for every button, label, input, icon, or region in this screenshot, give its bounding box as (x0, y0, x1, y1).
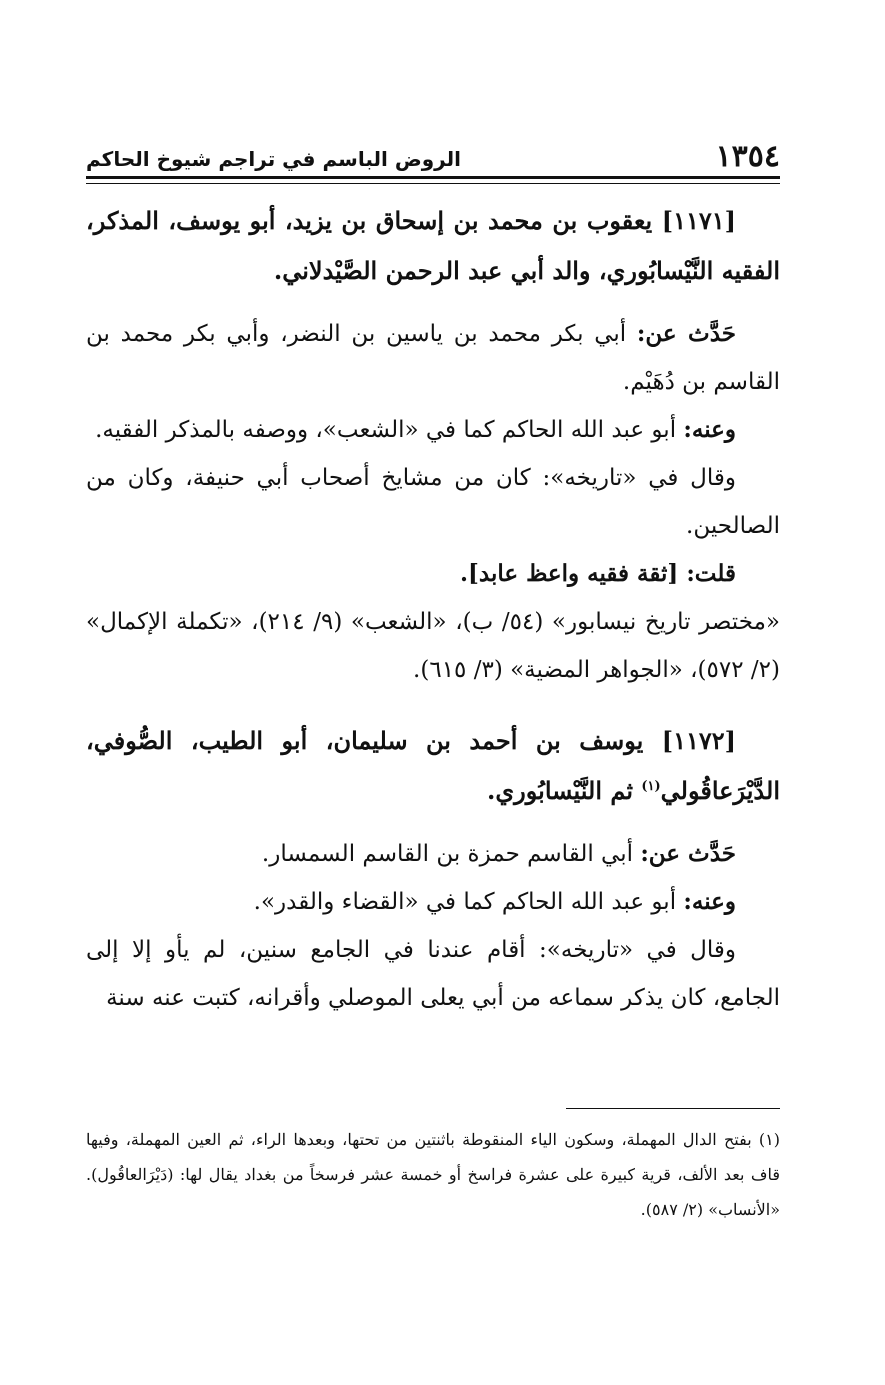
entry-1172-heading-part2: ثم النَّيْسابُوري. (487, 776, 642, 805)
header-rule-thin (86, 183, 780, 184)
footnotes (86, 1122, 780, 1227)
haddatha-label: حَدَّث عن: (640, 840, 736, 867)
running-title: الروض الباسم في تراجم شيوخ الحاكم (86, 147, 461, 171)
anhu-text: أبو عبد الله الحاكم كما في «القضاء والقدر». (253, 889, 684, 915)
haddatha-text: أبي بكر محمد بن ياسين بن النضر، وأبي بكر محمد بن القاسم بن دُهَيْم. (86, 321, 780, 395)
entry-1172-haddatha (86, 830, 780, 878)
footnote-ref[interactable]: (١) (641, 779, 661, 794)
page-header (86, 140, 780, 174)
entry-1172-heading (86, 716, 780, 816)
anhu-text: أبو عبد الله الحاكم كما في «الشعب»، ووصفه بالمذكر الفقيه. (95, 417, 684, 443)
entry-1171-anhu (86, 406, 780, 454)
entry-1171-sources: «مختصر تاريخ نيسابور» (٥٤/ ب)، «الشعب» (٩/ ٢١٤)، «تكملة الإكمال» (٢/ ٥٧٢)، «الجواهر المضية» (٣/ ٦١٥). (86, 609, 780, 683)
haddatha-text: أبي القاسم حمزة بن القاسم السمسار. (261, 841, 641, 867)
qultu-label: قلت: (686, 560, 736, 587)
main-text (86, 196, 780, 1022)
entry-1171-qala: وقال في «تاريخه»: كان من مشايخ أصحاب أبي حنيفة، وكان من الصالحين. (86, 465, 780, 539)
entry-1172-anhu (86, 878, 780, 926)
header-rule-thick (86, 176, 780, 179)
entry-1171-haddatha (86, 310, 780, 406)
anhu-label: وعنه: (683, 888, 736, 915)
entry-1172-qala: وقال في «تاريخه»: أقام عندنا في الجامع سنين، لم يأو إلا إلى الجامع، كان يذكر سماعه من أبي يعلى الموصلي وأقرانه، كتبت عنه سنة (86, 937, 780, 1011)
qultu-text: [ثقة فقيه واعظ عابد]. (459, 560, 687, 587)
entry-1171-heading: [١١٧١] يعقوب بن محمد بن إسحاق بن يزيد، أبو يوسف، المذكر، الفقيه النَّيْسابُوري، والد أبي عبد الرحمن الصَّيْدلاني. (86, 206, 780, 285)
entry-1172-heading-part1: [١١٧٢] يوسف بن أحمد بن سليمان، أبو الطيب، الصُّوفي، الدَّيْرَعاقُولي (86, 726, 780, 805)
haddatha-label: حَدَّث عن: (636, 320, 736, 347)
entry-1171-qultu (86, 550, 780, 598)
anhu-label: وعنه: (683, 416, 736, 443)
page-number: ١٣٥٤ (715, 139, 780, 174)
footnote-1: (١) بفتح الدال المهملة، وسكون الياء المنقوطة باثنتين من تحتها، وبعدها الراء، ثم العين المهملة، وفيها قاف بعد الألف، قرية كبيرة على عشرة فراسخ أو خمسة عشر فرسخاً من بغداد يقال لها: (دَيْرَالعاقُول). «الأنساب» (٢/ ٥٨٧). (86, 1130, 780, 1219)
footnote-separator (566, 1108, 780, 1109)
